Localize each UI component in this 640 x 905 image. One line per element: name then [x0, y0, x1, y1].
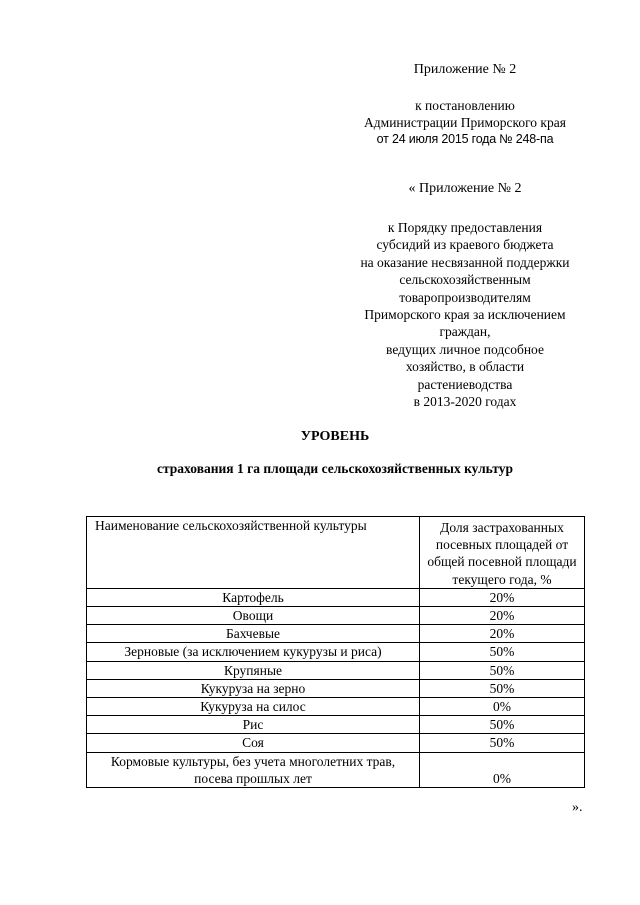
order-line: Приморского края за исключением [364, 307, 566, 323]
table-row [87, 679, 585, 697]
appendix-title: Приложение № 2 [413, 62, 517, 77]
order-line: растениеводства [417, 376, 513, 392]
column-header-crop-name: Наименование сельскохозяйственной культуры [87, 517, 420, 589]
table-row [87, 716, 585, 734]
crop-name-cell: Картофель [87, 588, 420, 606]
crop-name-cell: Крупяные [87, 661, 420, 679]
insurance-level-table [86, 516, 585, 788]
table-header-row [87, 517, 585, 589]
table-row [87, 734, 585, 752]
insured-share-cell: 50% [420, 734, 585, 752]
order-line: на оказание несвязанной поддержки [360, 254, 570, 270]
insured-share-cell: 0% [420, 698, 585, 716]
order-line: граждан, [439, 324, 491, 340]
table-row [87, 607, 585, 625]
table-row [87, 625, 585, 643]
order-line: товаропроизводителям [399, 289, 531, 305]
crop-name-cell: Зерновые (за исключением кукурузы и риса) [87, 643, 420, 661]
crop-name-cell: Кукуруза на зерно [87, 679, 420, 697]
decree-line-2: Администрации Приморского края [364, 115, 566, 130]
document-heading: УРОВЕНЬ [300, 429, 370, 444]
table-row [87, 588, 585, 606]
insured-share-cell: 20% [420, 625, 585, 643]
insured-share-cell: 20% [420, 607, 585, 625]
column-header-insured-share: Доля застрахованных посевных площадей от общей посевной площади текущего года, % [420, 517, 585, 589]
order-line: к Порядку предоставления [387, 220, 543, 235]
insured-share-cell: 50% [420, 679, 585, 697]
crop-name-cell: Рис [87, 716, 420, 734]
order-line: хозяйство, в области [405, 359, 525, 375]
insured-share-cell: 20% [420, 588, 585, 606]
crop-name-cell: Кормовые культуры, без учета многолетних трав, посева прошлых лет [87, 752, 420, 787]
order-line: в 2013-2020 годах [413, 394, 517, 410]
crop-name-cell: Соя [87, 734, 420, 752]
table-row [87, 752, 585, 787]
closing-quote: ». [572, 800, 583, 815]
decree-reference [340, 97, 590, 148]
crop-name-cell: Бахчевые [87, 625, 420, 643]
insured-share-cell: 50% [420, 661, 585, 679]
decree-date-stamp: от 24 июля 2015 года № 248-па [376, 132, 554, 146]
table-row [87, 643, 585, 661]
order-line: субсидий из краевого бюджета [376, 237, 554, 253]
crop-name-cell: Овощи [87, 607, 420, 625]
table-row [87, 661, 585, 679]
document-subheading: страхования 1 га площади сельскохозяйственных культур [157, 461, 513, 476]
order-line: сельскохозяйственным [399, 272, 531, 288]
insured-share-cell: 0% [420, 752, 585, 787]
appendix2-title: « Приложение № 2 [408, 181, 522, 196]
decree-line-1: к постановлению [415, 98, 515, 113]
order-reference [330, 219, 600, 410]
insured-share-cell: 50% [420, 643, 585, 661]
order-line: ведущих личное подсобное [386, 341, 544, 357]
insured-share-cell: 50% [420, 716, 585, 734]
table-row [87, 698, 585, 716]
crop-name-cell: Кукуруза на силос [87, 698, 420, 716]
